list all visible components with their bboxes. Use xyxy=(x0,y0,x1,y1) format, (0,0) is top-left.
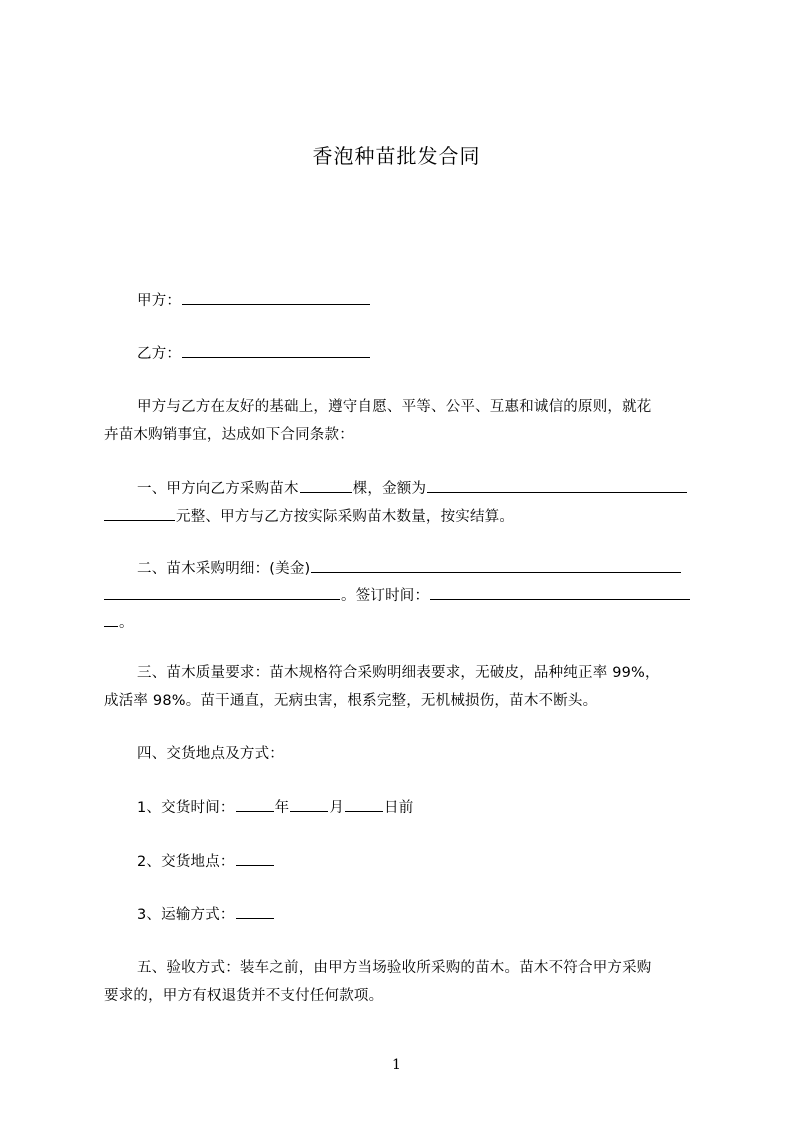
party-b-blank[interactable] xyxy=(182,343,370,358)
clause2-line-2 xyxy=(104,585,691,606)
party-a-blank[interactable] xyxy=(182,290,370,305)
document-title: 香泡种苗批发合同 xyxy=(312,144,481,168)
year-label: 年 xyxy=(274,800,290,816)
month-label: 月 xyxy=(329,800,345,816)
clause2-text-b: 。签订时间： xyxy=(341,588,430,604)
day-label: 日前 xyxy=(384,800,414,816)
delivery-place-line xyxy=(137,851,275,872)
clause1-text-c: 元整、甲方与乙方按实际采购苗木数量，按实结算。 xyxy=(176,509,515,525)
clause1-line-1 xyxy=(137,478,688,499)
delivery-time-line xyxy=(137,797,413,818)
clause2-line-3 xyxy=(104,612,134,633)
delivery-month-blank[interactable] xyxy=(290,797,328,812)
clause2-details-blank-cont[interactable] xyxy=(104,585,340,600)
clause2-text-c: 。 xyxy=(119,615,134,631)
clause1-text-b: 棵，金额为 xyxy=(352,481,427,497)
signing-date-blank[interactable] xyxy=(430,585,690,600)
signing-date-blank-cont[interactable] xyxy=(104,612,118,627)
transport-label: 3、运输方式： xyxy=(137,907,235,923)
delivery-day-blank[interactable] xyxy=(345,797,383,812)
clause4-heading: 四、交货地点及方式： xyxy=(137,746,284,762)
clause3-line-2: 成活率 98%。苗干通直，无病虫害，根系完整，无机械损伤，苗木不断头。 xyxy=(104,693,598,709)
party-a-label: 甲方： xyxy=(137,293,182,309)
clause3-line-1: 三、苗木质量要求：苗木规格符合采购明细表要求，无破皮，品种纯正率 99%， xyxy=(137,665,660,681)
party-b-label: 乙方： xyxy=(137,346,182,362)
transport-blank[interactable] xyxy=(236,904,274,919)
clause1-text-a: 一、甲方向乙方采购苗木 xyxy=(137,481,299,497)
delivery-place-blank[interactable] xyxy=(236,851,274,866)
delivery-year-blank[interactable] xyxy=(236,797,274,812)
clause1-amount-blank-cont[interactable] xyxy=(104,506,175,521)
clause5-line-2: 要求的，甲方有权退货并不支付任何款项。 xyxy=(104,988,384,1004)
intro-line-2: 卉苗木购销事宜，达成如下合同条款： xyxy=(104,427,354,443)
transport-line xyxy=(137,904,275,925)
clause2-line-1 xyxy=(137,558,682,579)
delivery-place-label: 2、交货地点： xyxy=(137,854,235,870)
clause5-line-1: 五、验收方式：装车之前，由甲方当场验收所采购的苗木。苗木不符合甲方采购 xyxy=(137,960,652,976)
delivery-time-label: 1、交货时间： xyxy=(137,800,235,816)
party-a-line xyxy=(137,290,371,311)
clause1-quantity-blank[interactable] xyxy=(300,478,352,493)
clause2-text-a: 二、苗木采购明细：(美金) xyxy=(137,561,311,577)
clause2-details-blank[interactable] xyxy=(311,558,681,573)
page-number: 1 xyxy=(392,1057,401,1073)
clause1-line-2 xyxy=(104,506,514,527)
clause1-amount-blank[interactable] xyxy=(427,478,687,493)
party-b-line xyxy=(137,343,371,364)
intro-line-1: 甲方与乙方在友好的基础上，遵守自愿、平等、公平、互惠和诚信的原则，就花 xyxy=(137,399,652,415)
